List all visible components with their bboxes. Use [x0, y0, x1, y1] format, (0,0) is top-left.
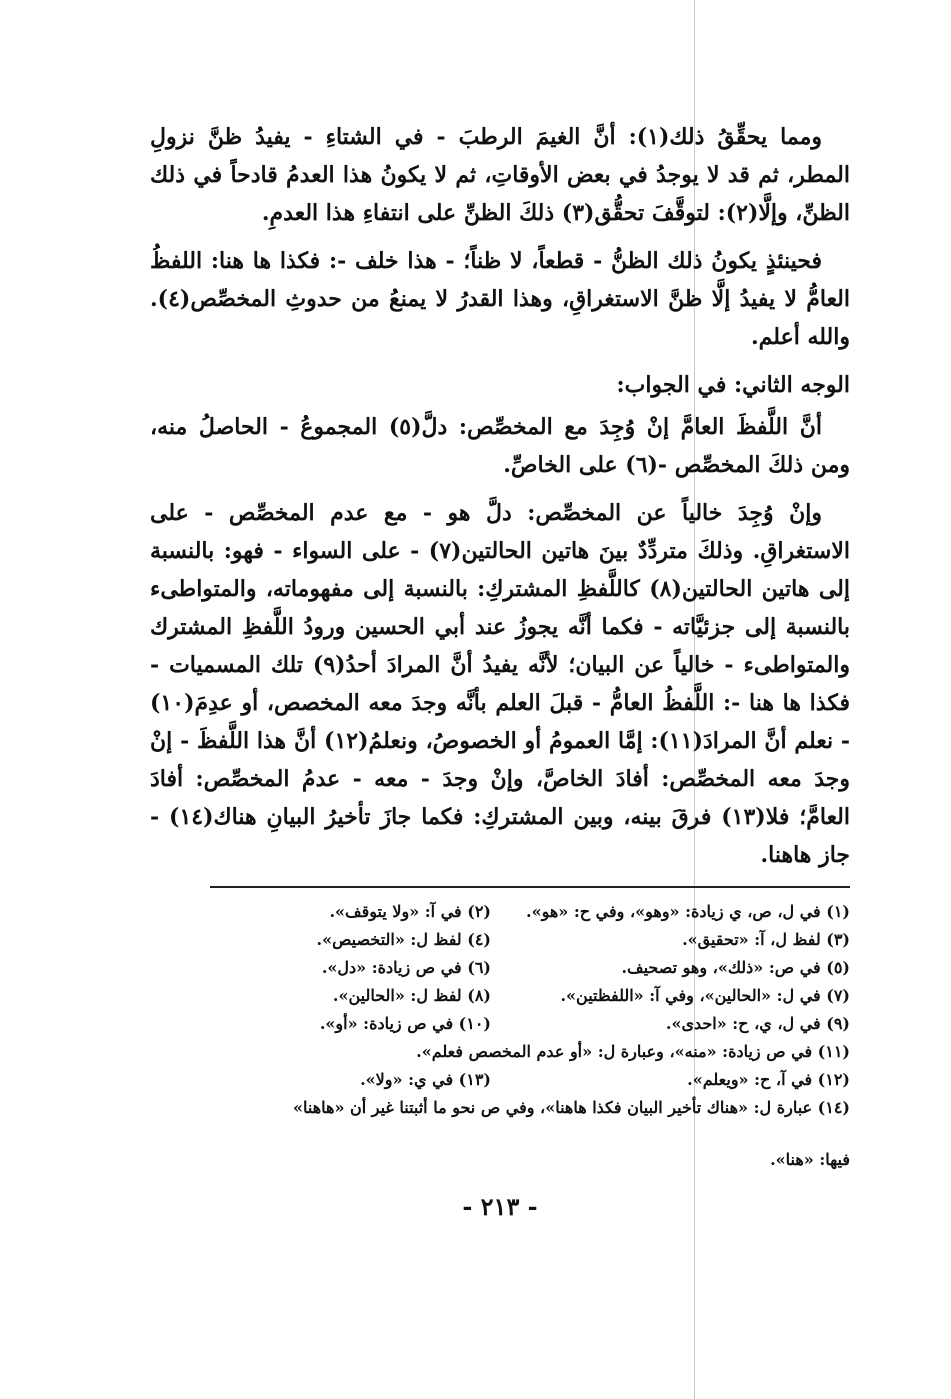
- paragraph-1: ومما يحقِّقُ ذلك(١): أنَّ الغيمَ الرطبَ - في الشتاءِ - يفيدُ ظنَّ نزولِ المطر، ثم قد لا يوجدُ في بعض الأوقاتِ، ثم لا يكونُ هذا العدمُ قادحاً في ذلك الظنِّ، وإلَّا(٢): لتوقَّفَ تحقُّق(٣) ذلكَ الظنِّ على انتفاءِ هذا العدمِ.: [150, 124, 850, 226]
- footnote-14-continuation: فيها: «هنا».: [770, 1150, 850, 1169]
- footnote-4: (٤) لفظ ل: «التخصيص».: [316, 930, 491, 949]
- footnote-14: (١٤) عبارة ل: «هناك تأخير البيان فكذا هاهنا»، وفي ص نحو ما أثبتنا غير أن «هاهنا»: [292, 1098, 850, 1117]
- footnote-8: (٨) لفظ ل: «الحالين».: [332, 986, 491, 1005]
- footnotes-grid: [150, 898, 850, 1038]
- page-number: - ٢١٣ -: [462, 1192, 538, 1221]
- footnote-7: (٧) في ل: «الحالين»، وفي آ: «اللفظتين».: [560, 986, 850, 1005]
- footnote-3: (٣) لفظ ل، آ: «تحقيق».: [682, 930, 850, 949]
- footnote-separator: [210, 886, 850, 888]
- footnote-13: (١٣) في ي: «ولا».: [360, 1070, 491, 1089]
- paragraph-4: وإنْ وُجِدَ خالياً عن المخصِّص: دلَّ هو - مع عدم المخصِّص - على الاستغراقِ. وذلكَ متردِّدٌ بينَ هاتين الحالتين(٧) - على السواء - فهو: بالنسبة إلى هاتين الحالتين(٨) كاللَّفظِ المشتركِ: بالنسبة إلى مفهوماته، والمتواطىء بالنسبة إلى جزئيَّاته - فكما أنَّه يجوزُ عند أبي الحسين ورودُ اللَّفظِ المشترك والمتواطىء - خالياً عن البيان؛ لأنَّه يفيدُ أنَّ المرادَ أحدُ(٩) تلك المسميات - فكذا ها هنا -: اللَّفظُ العامُّ - قبلَ العلم بأنَّه وجدَ معه المخصص، أو عدِمَ(١٠) - نعلم أنَّ المرادَ(١١): إمَّا العمومُ أو الخصوصُ، ونعلمُ(١٢) أنَّ هذا اللَّفظَ - إنْ وجدَ معه المخصِّص: أفادَ الخاصَّ، وإنْ وجدَ - معه - عدمُ المخصِّص: أفادَ العامَّ؛ فلا(١٣) فرقَ بينه، وبين المشتركِ: فكما جازَ تأخيرُ البيانِ هناك(١٤) - جاز هاهنا.: [150, 500, 851, 868]
- footnote-9: (٩) في ل، ي، ح: «احدى».: [665, 1014, 850, 1033]
- footnote-5: (٥) في ص: «ذلك»، وهو تصحيف.: [621, 958, 850, 977]
- footnote-2: (٢) في آ: «ولا يتوقف».: [329, 902, 491, 921]
- footnote-12: (١٢) في آ، ح: «ويعلم».: [687, 1070, 850, 1089]
- footnotes-grid-2: [150, 1066, 850, 1094]
- footnote-1: (١) في ل، ص، ي زيادة: «وهو»، وفي ح: «هو».: [526, 902, 850, 921]
- footnote-10: (١٠) في ص زيادة: «أو».: [319, 1014, 491, 1033]
- footnote-11: (١١) في ص زيادة: «منه»، وعبارة ل: «أو عدم المخصص فعلم».: [416, 1042, 850, 1061]
- footnotes: [150, 898, 850, 1174]
- paragraph-3: أنَّ اللَّفظَ العامَّ إنْ وُجِدَ مع المخصِّص: دلَّ(٥) المجموعُ - الحاصلُ منه، ومن ذلكَ المخصِّص -(٦) على الخاصِّ.: [150, 414, 850, 478]
- paragraph-2: فحينئذٍ يكونُ ذلك الظنُّ - قطعاً، لا ظناً؛ - هذا خلف -: فكذا ها هنا: اللفظُ العامُّ لا يفيدُ إلَّا ظنَّ الاستغراقِ، وهذا القدرُ لا يمنعُ من حدوثِ المخصِّص(٤). والله أعلم.: [150, 248, 850, 350]
- book-page: [150, 118, 850, 1221]
- footnote-6: (٦) في ص زيادة: «دل».: [321, 958, 491, 977]
- main-text: [150, 118, 850, 874]
- section-heading: الوجه الثاني: في الجواب:: [616, 372, 850, 398]
